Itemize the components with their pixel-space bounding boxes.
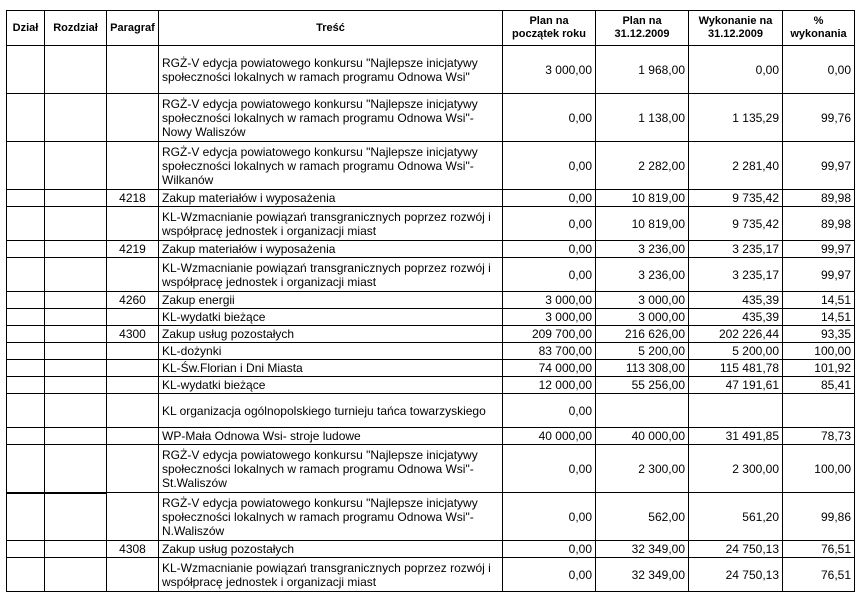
cell-wykonanie [689, 394, 783, 428]
cell-plan-end: 2 282,00 [596, 142, 689, 190]
cell-procent [783, 394, 855, 428]
budget-table [6, 10, 855, 592]
cell-dzial [7, 94, 45, 142]
cell-dzial [7, 46, 45, 94]
cell-rozdzial [45, 241, 107, 258]
cell-plan-end: 32 349,00 [596, 558, 689, 592]
table-row [7, 326, 855, 343]
table-row [7, 309, 855, 326]
cell-plan-end: 1 138,00 [596, 94, 689, 142]
cell-wykonanie: 435,39 [689, 309, 783, 326]
cell-paragraf: 4219 [107, 241, 159, 258]
header-wykonanie: Wykonanie na 31.12.2009 [689, 11, 783, 46]
cell-plan-start: 3 000,00 [503, 46, 596, 94]
cell-plan-end: 2 300,00 [596, 445, 689, 493]
cell-plan-start: 3 000,00 [503, 292, 596, 309]
cell-paragraf [107, 394, 159, 428]
cell-plan-start: 0,00 [503, 258, 596, 292]
cell-wykonanie: 2 281,40 [689, 142, 783, 190]
table-body [7, 46, 855, 592]
cell-tresc [159, 94, 503, 142]
cell-plan-end: 1 968,00 [596, 46, 689, 94]
cell-paragraf [107, 258, 159, 292]
cell-rozdzial [45, 94, 107, 142]
cell-procent: 0,00 [783, 46, 855, 94]
table-row [7, 94, 855, 142]
cell-wykonanie: 47 191,61 [689, 377, 783, 394]
cell-tresc [159, 207, 503, 241]
cell-tresc [159, 142, 503, 190]
cell-paragraf [107, 558, 159, 592]
cell-plan-start: 12 000,00 [503, 377, 596, 394]
cell-tresc [159, 445, 503, 493]
cell-wykonanie: 3 235,17 [689, 258, 783, 292]
cell-tresc-text: RGŻ-V edycja powiatowego konkursu "Najlepsze inicjatywy społeczności lokalnych w ramach programu Odnowa Wsi"- St.Waliszów [162, 447, 478, 490]
cell-rozdzial [45, 207, 107, 241]
table-row [7, 360, 855, 377]
table-row [7, 377, 855, 394]
cell-plan-end: 562,00 [596, 493, 689, 541]
cell-rozdzial [45, 541, 107, 558]
cell-tresc: KL-wydatki bieżące [159, 309, 503, 326]
cell-plan-end: 3 236,00 [596, 258, 689, 292]
cell-procent: 99,97 [783, 142, 855, 190]
cell-plan-start: 0,00 [503, 445, 596, 493]
cell-plan-start: 74 000,00 [503, 360, 596, 377]
cell-plan-start: 0,00 [503, 142, 596, 190]
cell-procent: 100,00 [783, 343, 855, 360]
cell-dzial [7, 343, 45, 360]
cell-procent: 78,73 [783, 428, 855, 445]
table-row [7, 207, 855, 241]
table-row [7, 445, 855, 493]
cell-wykonanie: 561,20 [689, 493, 783, 541]
cell-plan-start: 0,00 [503, 207, 596, 241]
cell-plan-end: 10 819,00 [596, 207, 689, 241]
cell-procent: 14,51 [783, 309, 855, 326]
cell-dzial [7, 445, 45, 493]
cell-tresc [159, 493, 503, 541]
cell-procent: 99,97 [783, 241, 855, 258]
cell-paragraf [107, 142, 159, 190]
cell-plan-end: 5 200,00 [596, 343, 689, 360]
cell-tresc [159, 258, 503, 292]
cell-wykonanie: 115 481,78 [689, 360, 783, 377]
cell-procent: 101,92 [783, 360, 855, 377]
cell-rozdzial [45, 309, 107, 326]
table-row [7, 241, 855, 258]
cell-tresc: KL-wydatki bieżące [159, 377, 503, 394]
cell-rozdzial [45, 258, 107, 292]
cell-paragraf [107, 360, 159, 377]
cell-plan-start: 0,00 [503, 241, 596, 258]
cell-plan-end: 55 256,00 [596, 377, 689, 394]
cell-tresc-text: RGŻ-V edycja powiatowego konkursu "Najlepsze inicjatywy społeczności lokalnych w ramach programu Odnowa Wsi"-Nowy Waliszów [162, 96, 478, 139]
cell-dzial [7, 558, 45, 592]
cell-procent: 99,97 [783, 258, 855, 292]
cell-wykonanie: 31 491,85 [689, 428, 783, 445]
table-row [7, 428, 855, 445]
cell-tresc [159, 558, 503, 592]
cell-rozdzial [45, 394, 107, 428]
cell-plan-start: 0,00 [503, 558, 596, 592]
cell-wykonanie: 9 735,42 [689, 207, 783, 241]
cell-wykonanie: 1 135,29 [689, 94, 783, 142]
header-plan-end: Plan na 31.12.2009 [596, 11, 689, 46]
cell-plan-end: 3 000,00 [596, 309, 689, 326]
cell-tresc-text: RGŻ-V edycja powiatowego konkursu "Najlepsze inicjatywy społeczności lokalnych w ramach programu Odnowa Wsi" [162, 55, 478, 84]
cell-dzial [7, 190, 45, 207]
cell-dzial [7, 241, 45, 258]
cell-dzial [7, 428, 45, 445]
cell-wykonanie: 2 300,00 [689, 445, 783, 493]
cell-plan-start: 0,00 [503, 94, 596, 142]
table-row [7, 343, 855, 360]
cell-plan-end: 216 626,00 [596, 326, 689, 343]
cell-rozdzial [45, 46, 107, 94]
cell-tresc-text: KL-Wzmacnianie powiązań transgranicznych poprzez rozwój i współpracę jednostek i organizacji miast [162, 260, 491, 289]
cell-plan-end: 32 349,00 [596, 541, 689, 558]
cell-plan-start: 0,00 [503, 394, 596, 428]
cell-plan-start: 0,00 [503, 190, 596, 207]
table-row [7, 258, 855, 292]
cell-wykonanie: 24 750,13 [689, 541, 783, 558]
cell-wykonanie: 24 750,13 [689, 558, 783, 592]
table-row [7, 541, 855, 558]
cell-wykonanie: 0,00 [689, 46, 783, 94]
cell-procent: 89,98 [783, 207, 855, 241]
cell-dzial [7, 493, 45, 541]
cell-tresc-text: KL organizacja ogólnopolskiego turnieju tańca towarzyskiego [162, 403, 486, 418]
cell-plan-end: 40 000,00 [596, 428, 689, 445]
cell-rozdzial [45, 343, 107, 360]
cell-procent: 93,35 [783, 326, 855, 343]
cell-dzial [7, 292, 45, 309]
cell-procent: 99,86 [783, 493, 855, 541]
cell-wykonanie: 3 235,17 [689, 241, 783, 258]
cell-paragraf [107, 445, 159, 493]
cell-plan-start: 0,00 [503, 541, 596, 558]
cell-tresc-text: RGŻ-V edycja powiatowego konkursu "Najlepsze inicjatywy społeczności lokalnych w ramach programu Odnowa Wsi"-Wilkanów [162, 144, 478, 187]
cell-paragraf: 4218 [107, 190, 159, 207]
cell-rozdzial [45, 190, 107, 207]
cell-tresc: Zakup usług pozostałych [159, 326, 503, 343]
cell-tresc: Zakup usług pozostałych [159, 541, 503, 558]
table-row [7, 190, 855, 207]
cell-rozdzial [45, 326, 107, 343]
cell-plan-start: 40 000,00 [503, 428, 596, 445]
cell-procent: 76,51 [783, 541, 855, 558]
cell-dzial [7, 207, 45, 241]
cell-paragraf [107, 493, 159, 541]
cell-dzial [7, 541, 45, 558]
cell-plan-start: 0,00 [503, 493, 596, 541]
cell-wykonanie: 435,39 [689, 292, 783, 309]
cell-paragraf: 4300 [107, 326, 159, 343]
cell-tresc [159, 394, 503, 428]
cell-plan-start: 83 700,00 [503, 343, 596, 360]
cell-dzial [7, 142, 45, 190]
header-row [7, 11, 855, 46]
cell-wykonanie: 5 200,00 [689, 343, 783, 360]
cell-plan-end: 10 819,00 [596, 190, 689, 207]
table-row [7, 394, 855, 428]
cell-rozdzial [45, 558, 107, 592]
table-row [7, 142, 855, 190]
cell-tresc-text: KL-Wzmacnianie powiązań transgranicznych poprzez rozwój i współpracę jednostek i organizacji miast [162, 560, 491, 589]
cell-tresc: Zakup energii [159, 292, 503, 309]
cell-plan-end: 3 000,00 [596, 292, 689, 309]
cell-paragraf: 4308 [107, 541, 159, 558]
cell-procent: 85,41 [783, 377, 855, 394]
table-row [7, 493, 855, 541]
cell-rozdzial [45, 292, 107, 309]
cell-paragraf [107, 377, 159, 394]
header-paragraf: Paragraf [107, 11, 159, 46]
cell-tresc-text: KL-Wzmacnianie powiązań transgranicznych poprzez rozwój i współpracę jednostek i organizacji miast [162, 209, 491, 238]
header-rozdzial: Rozdział [45, 11, 107, 46]
header-dzial: Dział [7, 11, 45, 46]
table-row [7, 46, 855, 94]
header-tresc: Treść [159, 11, 503, 46]
cell-plan-end: 3 236,00 [596, 241, 689, 258]
cell-paragraf [107, 309, 159, 326]
cell-dzial [7, 309, 45, 326]
table-row [7, 292, 855, 309]
cell-wykonanie: 202 226,44 [689, 326, 783, 343]
cell-tresc [159, 46, 503, 94]
cell-rozdzial [45, 445, 107, 493]
cell-procent: 99,76 [783, 94, 855, 142]
cell-rozdzial [45, 377, 107, 394]
cell-tresc: KL-Św.Florian i Dni Miasta [159, 360, 503, 377]
cell-plan-end: 113 308,00 [596, 360, 689, 377]
cell-paragraf [107, 343, 159, 360]
header-procent: % wykonania [783, 11, 855, 46]
cell-paragraf [107, 46, 159, 94]
cell-dzial [7, 326, 45, 343]
cell-paragraf: 4260 [107, 292, 159, 309]
cell-tresc: Zakup materiałów i wyposażenia [159, 241, 503, 258]
cell-tresc-text: RGŻ-V edycja powiatowego konkursu "Najlepsze inicjatywy społeczności lokalnych w ramach programu Odnowa Wsi"- N.Waliszów [162, 495, 478, 538]
cell-paragraf [107, 428, 159, 445]
cell-plan-start: 209 700,00 [503, 326, 596, 343]
cell-tresc: Zakup materiałów i wyposażenia [159, 190, 503, 207]
cell-rozdzial [45, 142, 107, 190]
table-row [7, 558, 855, 592]
cell-dzial [7, 258, 45, 292]
cell-tresc: WP-Mała Odnowa Wsi- stroje ludowe [159, 428, 503, 445]
cell-procent: 100,00 [783, 445, 855, 493]
cell-dzial [7, 360, 45, 377]
cell-paragraf [107, 94, 159, 142]
cell-dzial [7, 377, 45, 394]
cell-procent: 89,98 [783, 190, 855, 207]
cell-plan-start: 3 000,00 [503, 309, 596, 326]
cell-procent: 76,51 [783, 558, 855, 592]
cell-wykonanie: 9 735,42 [689, 190, 783, 207]
cell-dzial [7, 394, 45, 428]
cell-procent: 14,51 [783, 292, 855, 309]
cell-tresc: KL-dożynki [159, 343, 503, 360]
cell-rozdzial [45, 493, 107, 541]
header-plan-start: Plan na początek roku [503, 11, 596, 46]
cell-rozdzial [45, 360, 107, 377]
cell-paragraf [107, 207, 159, 241]
cell-rozdzial [45, 428, 107, 445]
cell-plan-end [596, 394, 689, 428]
